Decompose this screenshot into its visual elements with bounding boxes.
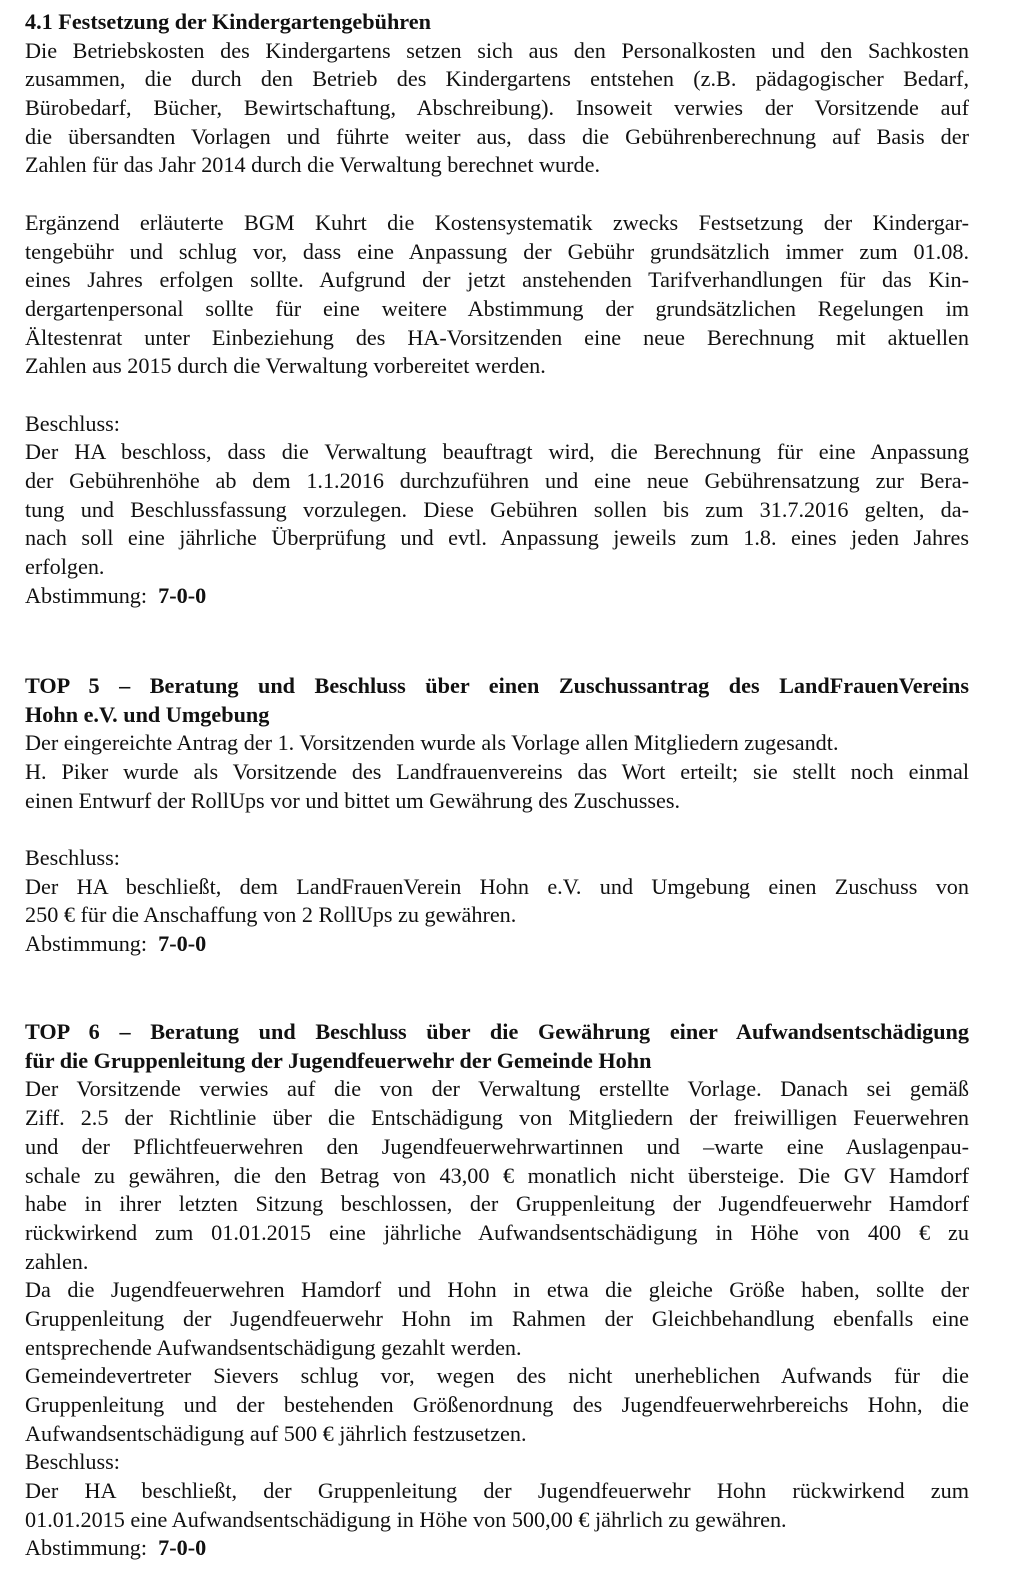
text-line: tengebühr und schlug vor, dass eine Anpassung der Gebühr grundsätzlich immer zum 01.08. xyxy=(25,238,969,264)
text-line: habe in ihrer letzten Sitzung beschlossen, der Gruppenleitung der Jugendfeuerwehr Hamdorf xyxy=(25,1191,969,1217)
section-heading: TOP 6 – Beratung und Beschluss über die Gewährung einer Aufwandsentschädigung xyxy=(25,1019,969,1045)
vote-value: 7-0-0 xyxy=(158,582,207,608)
vote-result xyxy=(25,930,969,959)
paragraph xyxy=(25,209,969,381)
vote-label: Abstimmung: xyxy=(25,931,148,957)
text-line: Bürobedarf, Bücher, Bewirtschaftung, Abschreibung). Insoweit verwies der Vorsitzende auf xyxy=(25,95,969,121)
text-line: tung und Beschlussfassung vorzulegen. Diese Gebühren sollen bis zum 31.7.2016 gelten, da- xyxy=(25,496,969,522)
text-line: 01.01.2015 eine Aufwandsentschädigung in Höhe von 500,00 € jährlich zu gewähren. xyxy=(25,1506,787,1532)
spacer xyxy=(25,610,969,667)
text-line: H. Piker wurde als Vorsitzende des Landfrauenvereins das Wort erteilt; sie stellt noch einmal xyxy=(25,758,969,784)
text-line: 250 € für die Anschaffung von 2 RollUps zu gewähren. xyxy=(25,902,517,928)
paragraph xyxy=(25,1276,969,1362)
spacer xyxy=(25,959,969,1016)
paragraph xyxy=(25,1075,969,1276)
text-line: schale zu gewähren, die den Betrag von 43,00 € monatlich nicht übersteige. Die GV Hamdorf xyxy=(25,1162,969,1188)
text-line: der Gebührenhöhe ab dem 1.1.2016 durchzuführen und eine neue Gebührensatzung zur Bera- xyxy=(25,468,969,493)
document-page xyxy=(25,8,969,1563)
text-line: Da die Jugendfeuerwehren Hamdorf und Hohn in etwa die gleiche Größe haben, sollte der xyxy=(25,1277,969,1303)
text-line: Zahlen aus 2015 durch die Verwaltung vorbereitet werden. xyxy=(25,353,546,379)
text-line: die übersandten Vorlagen und führte weiter aus, dass die Gebührenberechnung auf Basis der xyxy=(25,123,969,149)
text-line: Ziff. 2.5 der Richtlinie über die Entschädigung von Mitgliedern der freiwilligen Feuerwehren xyxy=(25,1105,969,1131)
spacer xyxy=(25,180,969,209)
beschluss-label: Beschluss: xyxy=(25,844,120,870)
paragraph xyxy=(25,37,969,180)
text-line: und der Pflichtfeuerwehren den Jugendfeuerwehrwartinnen und –warte eine Auslagenpau- xyxy=(25,1133,969,1159)
text-line: zusammen, die durch den Betrieb des Kindergartens entstehen (z.B. pädagogischer Bedarf, xyxy=(25,66,969,92)
paragraph xyxy=(25,729,969,815)
text-line: Der Vorsitzende verwies auf die von der Verwaltung erstellte Vorlage. Danach sei gemäß xyxy=(25,1076,969,1102)
vote-value: 7-0-0 xyxy=(158,1535,207,1561)
text-line: zahlen. xyxy=(25,1248,89,1274)
paragraph xyxy=(25,1362,969,1448)
text-line: entsprechende Aufwandsentschädigung gezahlt werden. xyxy=(25,1334,522,1360)
beschluss-text xyxy=(25,873,969,930)
section-heading: TOP 5 – Beratung und Beschluss über einen Zuschussantrag des LandFrauenVereins xyxy=(25,672,969,698)
text-line: Der HA beschließt, der Gruppenleitung der Jugendfeuerwehr Hohn rückwirkend zum xyxy=(25,1478,969,1504)
beschluss-label: Beschluss: xyxy=(25,1449,120,1475)
text-line: nach soll eine jährliche Überprüfung und evtl. Anpassung jeweils zum 1.8. eines jeden Jahres xyxy=(25,525,969,551)
text-line: Die Betriebskosten des Kindergartens setzen sich aus den Personalkosten und den Sachkosten xyxy=(25,37,969,63)
text-line: Der eingereichte Antrag der 1. Vorsitzenden wurde als Vorlage allen Mitgliedern zugesandt. xyxy=(25,730,839,756)
spacer xyxy=(25,815,969,844)
text-line: Gemeindevertreter Sievers schlug vor, wegen des nicht unerheblichen Aufwands für die xyxy=(25,1363,969,1389)
beschluss-label: Beschluss: xyxy=(25,410,120,436)
text-line: rückwirkend zum 01.01.2015 eine jährliche Aufwandsentschädigung in Höhe von 400 € zu xyxy=(25,1219,969,1245)
vote-label: Abstimmung: xyxy=(25,582,148,608)
text-line: Gruppenleitung der Jugendfeuerwehr Hohn im Rahmen der Gleichbehandlung ebenfalls eine xyxy=(25,1305,969,1331)
text-line: Aufwandsentschädigung auf 500 € jährlich festzusetzen. xyxy=(25,1420,527,1446)
beschluss-text xyxy=(25,438,969,581)
section-top-6 xyxy=(25,1018,969,1563)
text-line: Zahlen für das Jahr 2014 durch die Verwaltung berechnet wurde. xyxy=(25,152,601,178)
section-heading: Hohn e.V. und Umgebung xyxy=(25,701,270,727)
text-line: dergartenpersonal sollte für eine weitere Abstimmung der grundsätzlichen Regelungen im xyxy=(25,295,969,321)
spacer xyxy=(25,381,969,410)
section-4-1 xyxy=(25,8,969,610)
section-heading: 4.1 Festsetzung der Kindergartengebühren xyxy=(25,9,431,34)
beschluss-text xyxy=(25,1477,969,1534)
text-line: Gruppenleitung und der bestehenden Größenordnung des Jugendfeuerwehrbereichs Hohn, die xyxy=(25,1392,969,1418)
text-line: eines Jahres erfolgen sollte. Aufgrund der jetzt anstehenden Tarifverhandlungen für das Kin- xyxy=(25,267,969,293)
vote-value: 7-0-0 xyxy=(158,931,207,957)
vote-result xyxy=(25,582,969,611)
vote-result xyxy=(25,1534,969,1563)
vote-label: Abstimmung: xyxy=(25,1535,148,1561)
text-line: einen Entwurf der RollUps vor und bittet um Gewährung des Zuschusses. xyxy=(25,787,681,813)
text-line: Ältestenrat unter Einbeziehung des HA-Vorsitzenden eine neue Berechnung mit aktuellen xyxy=(25,324,969,350)
section-heading: für die Gruppenleitung der Jugendfeuerwehr der Gemeinde Hohn xyxy=(25,1047,652,1073)
text-line: Der HA beschließt, dem LandFrauenVerein Hohn e.V. und Umgebung einen Zuschuss von xyxy=(25,873,969,899)
text-line: Der HA beschloss, dass die Verwaltung beauftragt wird, die Berechnung für eine Anpassung xyxy=(25,439,969,465)
text-line: Ergänzend erläuterte BGM Kuhrt die Kostensystematik zwecks Festsetzung der Kindergar- xyxy=(25,209,969,235)
text-line: erfolgen. xyxy=(25,554,105,580)
section-top-5 xyxy=(25,672,969,959)
